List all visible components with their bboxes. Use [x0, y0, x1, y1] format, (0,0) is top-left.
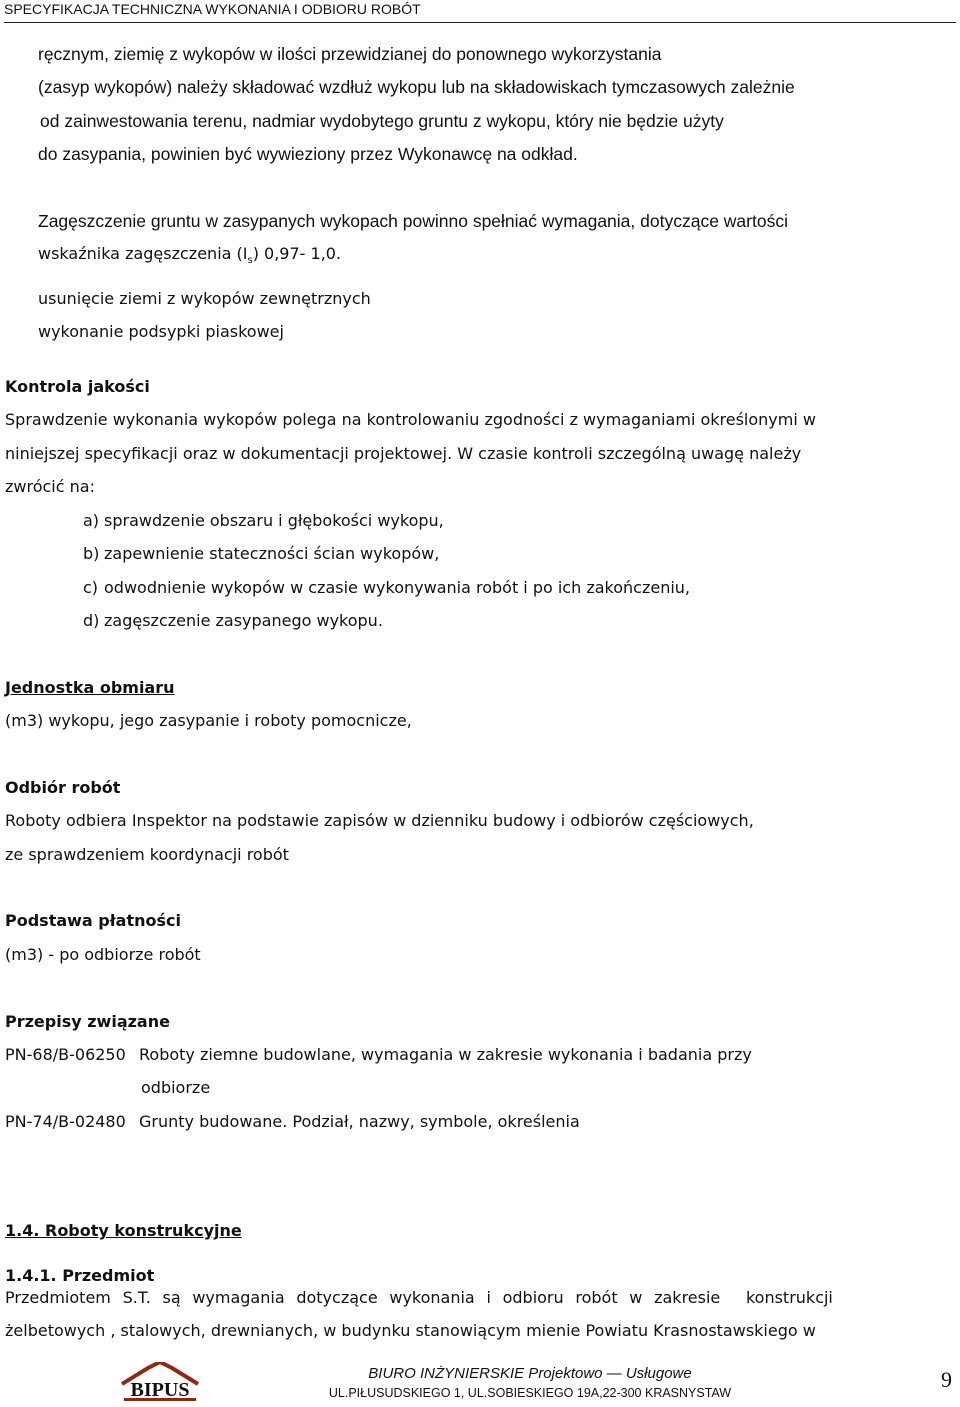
section-1-4-1-heading: 1.4.1. Przedmiot: [5, 1266, 155, 1285]
para1-line3: od zainwestowania terenu, nadmiar wydobytego gruntu z wykopu, który nie będzie użyty: [40, 111, 724, 131]
list-item-a-marker: a): [83, 511, 100, 530]
list-item-a: sprawdzenie obszaru i głębokości wykopu,: [104, 511, 444, 530]
item-remove-soil: usunięcie ziemi z wykopów zewnętrznych: [38, 289, 371, 308]
list-item-c-marker: c): [83, 578, 99, 597]
standard-1-text: Roboty ziemne budowlane, wymagania w zakresie wykonania i badania przy: [139, 1045, 752, 1064]
para1-line2: (zasyp wykopów) należy składować wzdłuż wykopu lub na składowiskach tymczasowych zależnie: [38, 77, 795, 97]
page-header: SPECYFIKACJA TECHNICZNA WYKONANIA I ODBIORU ROBÓT: [4, 0, 956, 23]
standard-1-cont: odbiorze: [141, 1078, 211, 1097]
list-item-c: odwodnienie wykopów w czasie wykonywania robót i po ich zakończeniu,: [104, 578, 691, 597]
przedmiot-line1: Przedmiotem S.T. są wymagania dotyczące wykonania i odbioru robót w zakresie konstrukcji: [5, 1288, 833, 1307]
jednostka-text: (m3) wykopu, jego zasypanie i roboty pomocnicze,: [5, 711, 412, 730]
standard-2-code: PN-74/B-02480: [5, 1112, 126, 1131]
list-item-d: zagęszczenie zasypanego wykopu.: [104, 611, 383, 630]
odbior-line1: Roboty odbiera Inspektor na podstawie zapisów w dzienniku budowy i odbiorów częściowych,: [5, 811, 754, 830]
para2-line1: Zagęszczenie gruntu w zasypanych wykopach powinno spełniać wymagania, dotyczące wartości: [38, 211, 788, 231]
list-item-d-marker: d): [83, 611, 100, 630]
list-item-b: zapewnienie stateczności ścian wykopów,: [104, 544, 440, 563]
footer-company: [320, 1365, 740, 1402]
kontrola-line2: niniejszej specyfikacji oraz w dokumentacji projektowej. W czasie kontroli szczególną uwagę należy: [5, 444, 802, 463]
para1-line1: ręcznym, ziemię z wykopów w ilości przewidzianej do ponownego wykorzystania: [38, 44, 662, 64]
kontrola-line1: Sprawdzenie wykonania wykopów polega na kontrolowaniu zgodności z wymaganiami określonymi w: [5, 410, 816, 429]
standard-2-text: Grunty budowane. Podział, nazwy, symbole, określenia: [139, 1112, 580, 1131]
para1-line4: do zasypania, powinien być wywieziony przez Wykonawcę na odkład.: [38, 144, 578, 164]
podstawa-heading: Podstawa płatności: [5, 911, 181, 930]
kontrola-heading: Kontrola jakości: [5, 377, 150, 396]
para2-line2: wskaźnika zagęszczenia $(I_s)$ 0,97- 1,0.: [38, 244, 342, 267]
standard-1-code: PN-68/B-06250: [5, 1045, 126, 1064]
item-sand-bedding: wykonanie podsypki piaskowej: [38, 322, 284, 341]
footer-line2: UL.PIŁUSUDSKIEGO 1, UL.SOBIESKIEGO 19A,22-300 KRASNYSTAW: [328, 1386, 732, 1400]
jednostka-heading: Jednostka obmiaru: [5, 678, 175, 697]
kontrola-line3: zwrócić na:: [5, 477, 95, 496]
footer-line1: BIURO INŻYNIERSKIE Projektowo — Usługowe: [368, 1365, 692, 1382]
logo-text: BIPUS: [130, 1379, 190, 1401]
page-number: 9: [941, 1367, 952, 1392]
list-item-b-marker: b): [83, 544, 100, 563]
odbior-heading: Odbiór robót: [5, 778, 121, 797]
odbior-line2: ze sprawdzeniem koordynacji robót: [5, 845, 289, 864]
przedmiot-line2: żelbetowych , stalowych, drewnianych, w budynku stanowiącym mienie Powiatu Krasnostawskiego w: [5, 1321, 816, 1340]
bipus-logo: [118, 1362, 202, 1402]
przepisy-heading: Przepisy związane: [5, 1012, 170, 1031]
podstawa-text: (m3) - po odbiorze robót: [5, 945, 201, 964]
section-1-4-heading: 1.4. Roboty konstrukcyjne: [5, 1221, 242, 1240]
